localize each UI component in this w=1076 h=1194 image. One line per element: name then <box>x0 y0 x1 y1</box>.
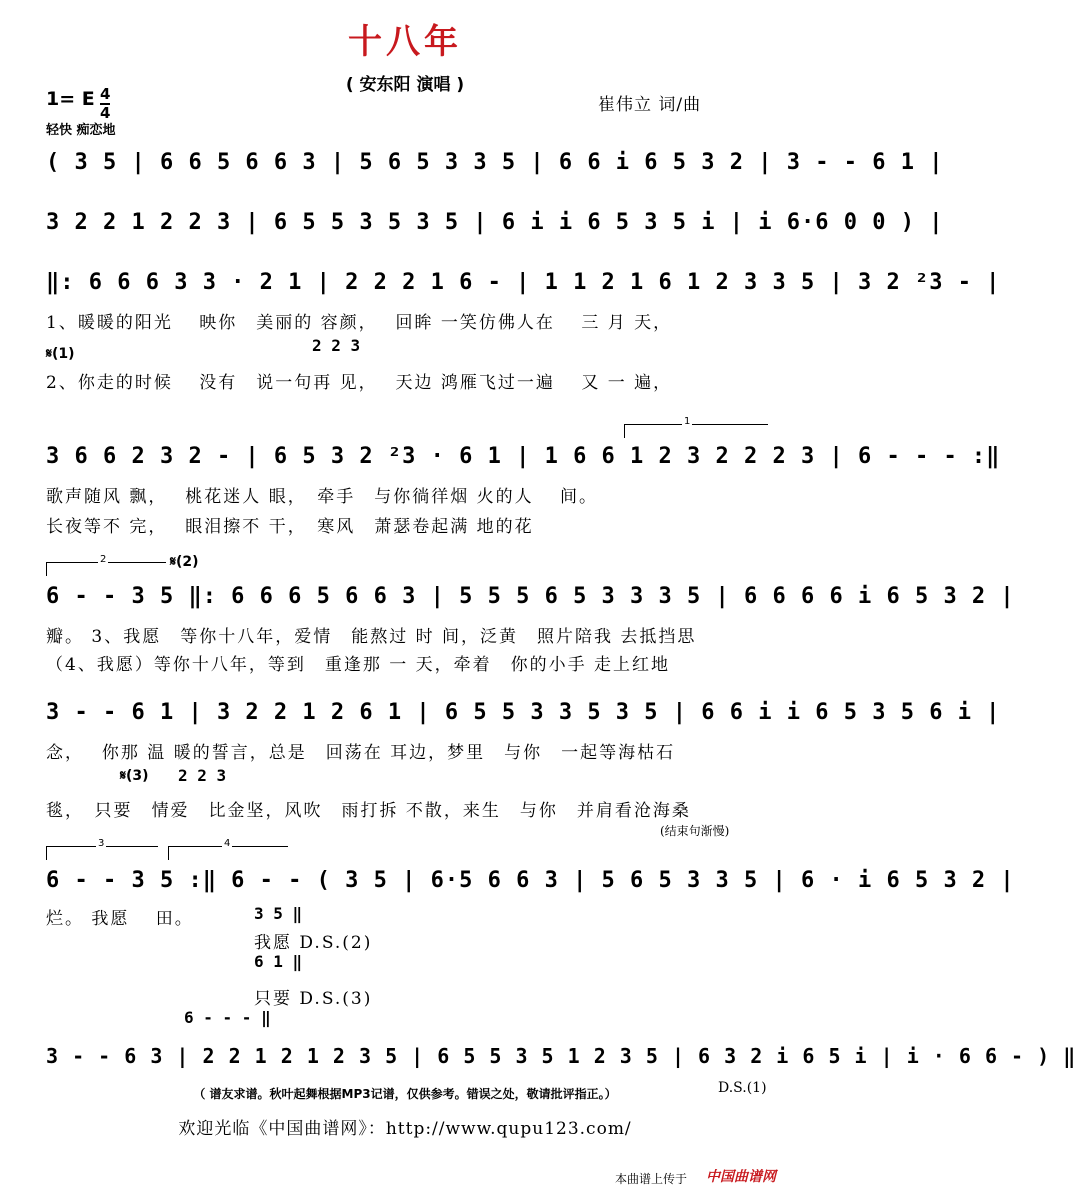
lyric-line-5b: （4、我愿）等你十八年，等到 重逢那 一 天，牵着 你的小手 走上红地 <box>46 655 671 675</box>
coda-b-notes: 6 1 ‖ <box>254 952 303 971</box>
slowdown-note: (结束句渐慢) <box>660 824 730 838</box>
ending-3-hook <box>46 846 47 860</box>
score-line-5: 6 - - 3 5 ‖: 6 6 6 5 6 6 3 | 5 5 5 6 5 3 3 3 5 | 6 6 6 6 i 6 5 3 2 | <box>46 584 1015 609</box>
lyric-line-3a: 1、暖暖的阳光 映你 美丽的 容颜， 回眸 一笑仿佛人在 三 月 天， <box>46 313 673 333</box>
score-line-4: 3 6 6 2 3 2 - | 6 5 3 2 ²3 · 6 1 | 1 6 6 1 2 3 2 2 2 3 | 6 - - - :‖ <box>46 444 1001 469</box>
ending-bracket-2 <box>46 554 166 565</box>
score-line-1: ( 3 5 | 6 6 5 6 6 3 | 5 6 5 3 3 5 | 6 6 i 6 5 3 2 | 3 - - 6 1 | <box>46 150 944 175</box>
ending-3-label: 3 <box>98 838 105 849</box>
score-line-8: 3 - - 6 3 | 2 2 1 2 1 2 3 5 | 6 5 5 3 5 1 2 3 5 | 6 3 2 i 6 5 i | i · 6 6 - ) ‖ <box>46 1044 1076 1068</box>
lyric-line-4b: 长夜等不 完， 眼泪擦不 干， 寒风 萧瑟卷起满 地的花 <box>46 517 534 537</box>
score-line-3: ‖: 6 6 6 3 3 · 2 1 | 2 2 2 1 6 - | 1 1 2 1 6 1 2 3 3 5 | 3 2 ²3 - | <box>46 270 1001 295</box>
coda-b-text: 只要 D.S.(3) <box>254 989 373 1009</box>
segno-1: 𝄋(1) <box>46 346 75 362</box>
ending-bracket-4 <box>168 838 288 849</box>
singer-credit: ( 安东阳 演唱 ) <box>345 75 465 95</box>
welcome-banner[interactable]: 欢迎光临《中国曲谱网》：http://www.qupu123.com/ <box>178 1119 632 1139</box>
coda-a-notes: 3 5 ‖ <box>254 904 303 923</box>
coda-a-text: 我愿 D.S.(2) <box>254 933 373 953</box>
lyric-line-7: 烂。 我愿 田。 <box>46 909 194 929</box>
coda-c-notes: 6 - - - ‖ <box>184 1008 271 1027</box>
ending-2-label: 2 <box>100 554 107 565</box>
ds-end-mark: D.S.(1) <box>718 1080 767 1096</box>
lyric-line-3b: 2、你走的时候 没有 说一句再 见， 天边 鸿雁飞过一遍 又 一 遍， <box>46 373 673 393</box>
score-line-2: 3 2 2 1 2 2 3 | 6 5 5 3 5 3 5 | 6 i i 6 5 3 5 i | i 6·6 0 0 ) | <box>46 210 944 235</box>
ending-1-label: 1 <box>684 416 691 427</box>
ending-4-hook <box>168 846 169 860</box>
ending-2-hook <box>46 562 47 576</box>
key-signature: 1= E <box>46 88 95 110</box>
score-line-7: 6 - - 3 5 :‖ 6 - - ( 3 5 | 6·5 6 6 3 | 5 6 5 3 3 5 | 6 · i 6 5 3 2 | <box>46 868 1015 893</box>
tempo-marking: 轻快 痴恋地 <box>46 123 116 138</box>
ending-4-label: 4 <box>224 838 231 849</box>
alt-notes-223-b: 2 2 3 <box>178 766 227 785</box>
time-sig-bottom: 4 <box>100 104 111 122</box>
segno-2: 𝄋(2) <box>170 554 199 570</box>
song-title: 十八年 <box>348 22 462 62</box>
time-sig-top: 4 <box>100 85 111 103</box>
alt-notes-223-a: 2 2 3 <box>312 336 361 355</box>
composer-credits: 崔伟立 词/曲 <box>598 95 702 115</box>
time-signature <box>100 86 110 122</box>
lyric-line-6a: 念， 你那 温 暖的誓言，总是 回荡在 耳边，梦里 与你 一起等海枯石 <box>46 743 676 763</box>
site-logo[interactable]: 中国曲谱网 <box>706 1169 776 1185</box>
lyric-line-5a: 瓣。 3、我愿 等你十八年，爱情 能熬过 时 间，泛黄 照片陪我 去抵挡思 <box>46 627 697 647</box>
lyric-line-6b: 毯， 只要 情爱 比金坚，风吹 雨打拆 不散，来生 与你 并肩看沧海桑 <box>46 801 691 821</box>
ending-bracket-3 <box>46 838 158 849</box>
lyric-line-4a: 歌声随风 飘， 桃花迷人 眼， 牵手 与你徜徉烟 火的人 间。 <box>46 487 599 507</box>
ending-1-hook <box>624 424 625 438</box>
ending-bracket-1 <box>624 416 768 427</box>
segno-3: 𝄋(3) <box>120 768 149 784</box>
transcription-note: （ 谱友求谱。秋叶起舞根据MP3记谱，仅供参考。错误之处，敬请批评指正。） <box>193 1087 617 1101</box>
uploaded-label: 本曲谱上传于 <box>615 1172 688 1186</box>
score-line-6: 3 - - 6 1 | 3 2 2 1 2 6 1 | 6 5 5 3 3 5 3 5 | 6 6 i i 6 5 3 5 6 i | <box>46 700 1001 725</box>
